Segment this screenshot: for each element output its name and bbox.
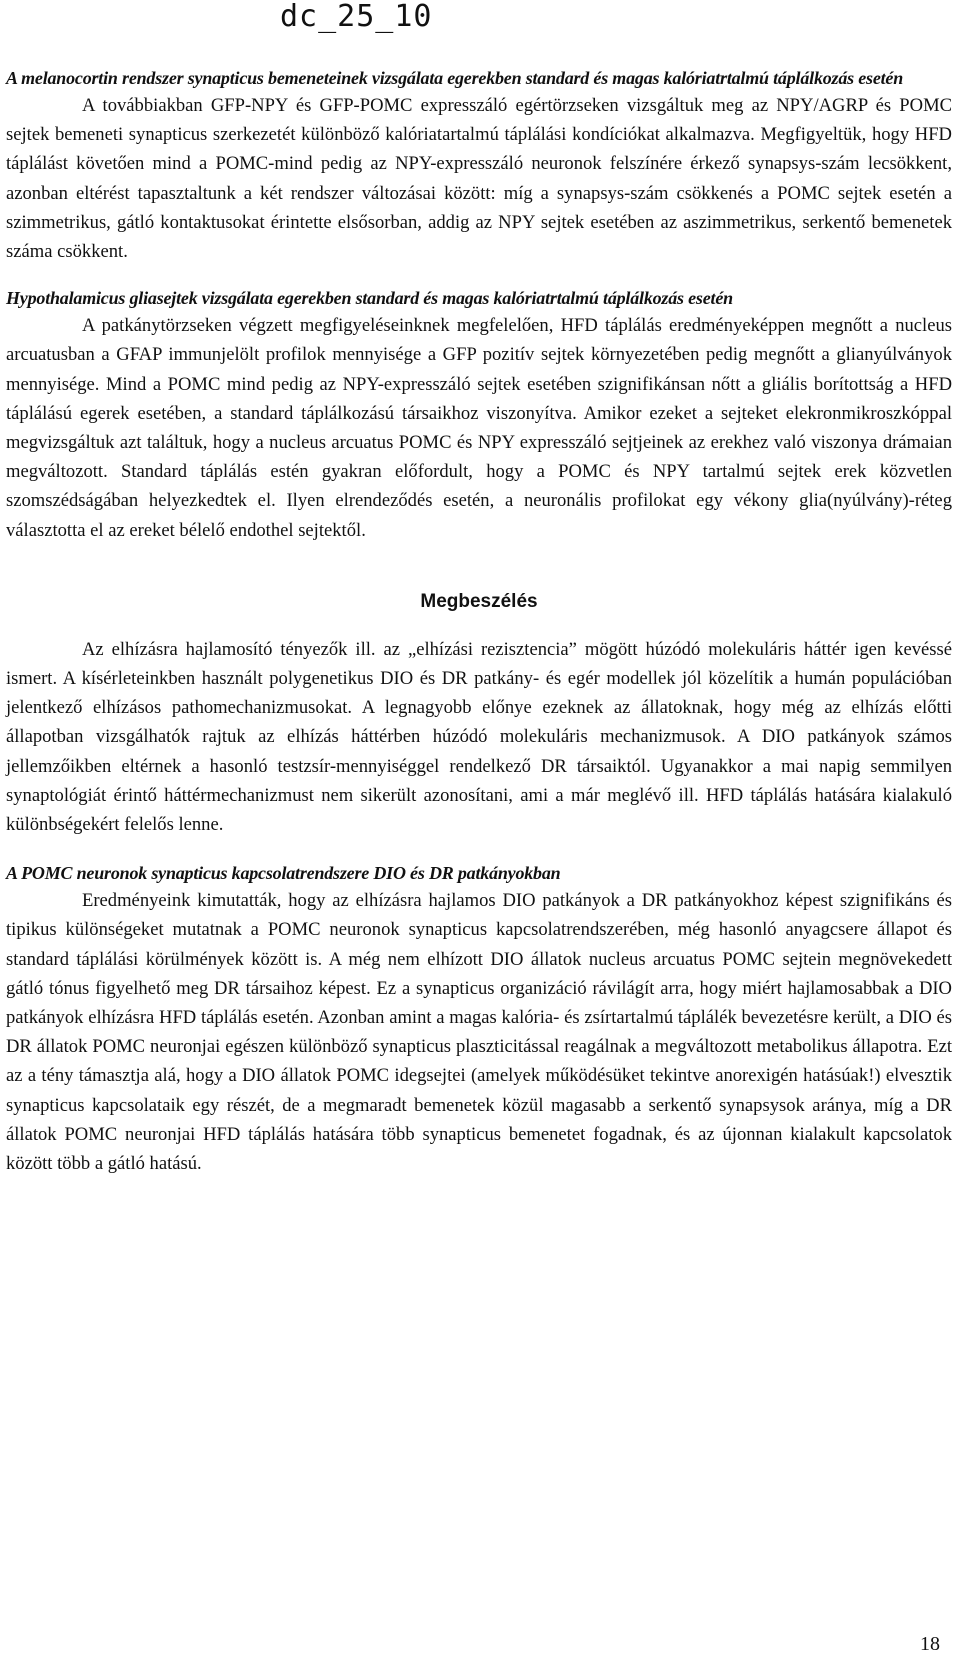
- section-hypothalamic-glia: [6, 286, 952, 545]
- page-content: [6, 66, 952, 1178]
- section-heading: Hypothalamicus gliasejtek vizsgálata egerekben standard és magas kalóriatrtalmú táplálkozás esetén: [6, 288, 733, 309]
- section-heading: A POMC neuronok synapticus kapcsolatrendszere DIO és DR patkányokban: [6, 863, 561, 884]
- paragraph: A továbbiakban GFP-NPY és GFP-POMC expresszáló egértörzseken vizsgáltuk meg az NPY/AGRP és POMC sejtek bemeneti synapticus szerkezetét különböző kalóriatartalmú táplálási kondíciókat alkalmazva. Megfigyeltük, hogy HFD táplálást követően mind a POMC-mind pedig az NPY-expresszáló neuronok felszínére érkező synapsys-szám lecsökkent, azonban eltérést tapasztaltunk a két rendszer változásai között: míg a synapsys-szám csökkenés a POMC sejtek esetén a szimmetrikus, gátló kontaktusokat érintette elsősorban, addig az NPY sejtek esetében az aszimmetrikus, serkentő bemenetek száma csökkent.: [6, 95, 952, 263]
- paragraph: Az elhízásra hajlamosító tényezők ill. az „elhízási rezisztencia” mögött húzódó molekuláris háttér igen kevéssé ismert. A kísérleteinkben használt polygenetikus DIO és DR patkány- és egér modellek jól közelítik a humán populációban jelentkező elhízásos pathomechanizmusokat. A legnagyobb előnye ezeknek az állatoknak, hogy még az elhízás előtti állapotban vizsgálhatók rajtuk az elhízás háttérben húzódó molekuláris mechanizmusok. A DIO patkányok számos jellemzőikben eltérnek a hasonló testzsír-mennyiséggel rendelkező DR társaiktól. Ugyanakkor a mai napig semmilyen synaptológiát érintő háttérmechanizmust nem sikerült azonosítani, ami a már meglévő ill. HFD táplálás hatására kialakuló különbségekért felelős lenne.: [6, 638, 952, 836]
- paragraph: A patkánytörzseken végzett megfigyeléseinknek megfelelően, HFD táplálás eredményeképpen megnőtt a nucleus arcuatusban a GFAP immunjelölt profilok mennyisége a GFP pozitív sejtek környezetében pedig megnőtt a glianyúlványok mennyisége. Mind a POMC mind pedig az NPY-expresszáló sejtek esetében szignifikánsan nőtt a gliális borítottság a HFD táplálású egerek esetében, a standard táplálkozású társaikhoz viszonyítva. Amikor ezeket a sejteket elekronmikroszkóppal megvizsgáltuk azt találtuk, hogy a nucleus arcuatus POMC és NPY expresszáló sejtjeinek az erekhez való viszonya drámaian megváltozott. Standard táplálás estén gyakran előfordult, hogy a POMC és NPY tartalmú sejtek erek közvetlen szomszédságában helyezkedtek el. Ilyen elrendeződés esetén, a neuronális profilokat egy vékony glia(nyúlvány)-réteg választotta el az ereket bélelő endothel sejtektől.: [6, 315, 952, 541]
- section-pomc-synaptic: [6, 861, 952, 1178]
- document-id-header: dc_25_10: [280, 0, 433, 34]
- discussion-title: Megbeszélés: [420, 590, 538, 612]
- section-melanocortin: [6, 66, 952, 266]
- section-heading: A melanocortin rendszer synapticus bemeneteinek vizsgálata egerekben standard és magas kalóriatrtalmú táplálkozás esetén: [6, 68, 904, 88]
- paragraph: Eredményeink kimutatták, hogy az elhízásra hajlamos DIO patkányok a DR patkányokhoz képest szignifikáns és tipikus különségeket mutatnak a POMC neuronok synapticus kapcsolatrendszerében, még hasonló anyagcsere állapot és standard táplálási körülmények között is. A még nem elhízott DIO állatok nucleus arcuatus POMC sejtein megnövekedett gátló tónus figyelhető meg DR társaihoz képest. Ez a synapticus organizáció rávilágít arra, hogy miért hajlamosabbak a DIO patkányok elhízásra HFD táplálás esetén. Azonban amint a magas kalória- és zsírtartalmú táplálék bevezetésre került, a DIO és DR állatok POMC neuronjai egészen különböző synapticus plaszticitással reagálnak a megváltozott metabolikus állapotra. Ezt az a tény támasztja alá, hogy a DIO állatok POMC idegsejtei (amelyek működésüket tekintve anorexigén hatásúak!) elvesztik synapticus kapcsolataik egy részét, de a megmaradt bemenetek közül magasabb a serkentő synapsysok aránya, míg a DR állatok POMC neuronjai HFD táplálás hatására több synapticus bemenetet fogadnak, és az újonnan kialakult kapcsolatok között több a gátló hatású.: [6, 890, 952, 1175]
- page-number: 18: [920, 1633, 940, 1655]
- discussion-section: [6, 589, 952, 1178]
